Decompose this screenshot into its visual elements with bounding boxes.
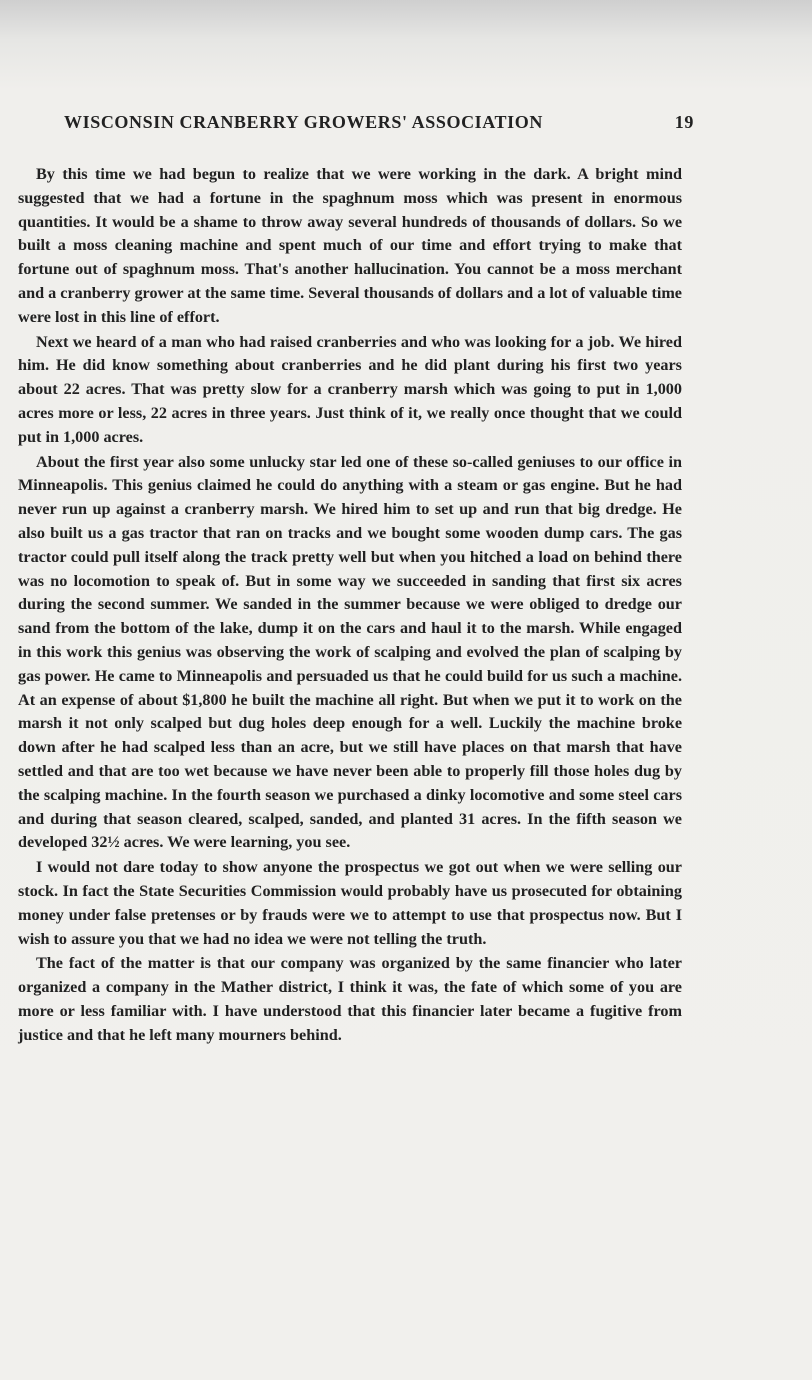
book-page <box>16 112 694 1048</box>
running-head-title: WISCONSIN CRANBERRY GROWERS' ASSOCIATION <box>64 112 543 132</box>
paragraph: I would not dare today to show anyone the prospectus we got out when we were selling our stock. In fact the State Securities Commission would probably have us prosecuted for obtaining money under false pretenses or by frauds were we to attempt to use that prospectus now. But I wish to assure you that we had no idea we were not telling the truth. <box>18 858 682 948</box>
body-text <box>18 163 682 1047</box>
paragraph: The fact of the matter is that our company was organized by the same financier who later organized a company in the Mather district, I think it was, the fate of which some of you are more or less familiar with. I have understood that this financier later became a fugitive from justice and that he left many mourners behind. <box>18 954 682 1044</box>
paragraph: Next we heard of a man who had raised cranberries and who was looking for a job. We hired him. He did know something about cranberries and he did plant during his first two years about 22 acres. That was pretty slow for a cranberry marsh which was going to put in 1,000 acres more or less, 22 acres in three years. Just think of it, we really once thought that we could put in 1,000 acres. <box>18 332 682 446</box>
paragraph: By this time we had begun to realize that we were working in the dark. A bright mind suggested that we had a fortune in the spaghnum moss which was present in enormous quantities. It would be a shame to throw away several hundreds of thousands of dollars. So we built a moss cleaning machine and spent much of our time and effort trying to make that fortune out of spaghnum moss. That's another hallucination. You cannot be a moss merchant and a cranberry grower at the same time. Several thousands of dollars and a lot of valuable time were lost in this line of effort. <box>18 165 682 326</box>
page-number: 19 <box>674 112 694 132</box>
running-head <box>64 112 694 133</box>
paragraph: About the first year also some unlucky star led one of these so-called geniuses to our office in Minneapolis. This genius claimed he could do anything with a steam or gas engine. But he had never run up against a cranberry marsh. We hired him to set up and run that big dredge. He also built us a gas tractor that ran on tracks and we bought some wooden dump cars. The gas tractor could pull itself along the track pretty well but when you hitched a load on behind there was no locomotion to speak of. But in some way we succeeded in sanding that first six acres during the second summer. We sanded in the summer because we were obliged to dredge our sand from the bottom of the lake, dump it on the cars and haul it to the marsh. While engaged in this work this genius was observing the work of scalping and evolved the plan of scalping by gas power. He came to Minneapolis and persuaded us that he could build for us such a machine. At an expense of about $1,800 he built the machine all right. But when we put it to work on the marsh it not only scalped but dug holes deep enough for a well. Luckily the machine broke down after he had scalped less than an acre, but we still have places on that marsh that have settled and that are too wet because we have never been able to properly fill those holes dug by the scalping machine. In the fourth season we purchased a dinky locomotive and some steel cars and during that season cleared, scalped, sanded, and planted 31 acres. In the fifth season we developed 32½ acres. We were learning, you see. <box>18 452 682 852</box>
